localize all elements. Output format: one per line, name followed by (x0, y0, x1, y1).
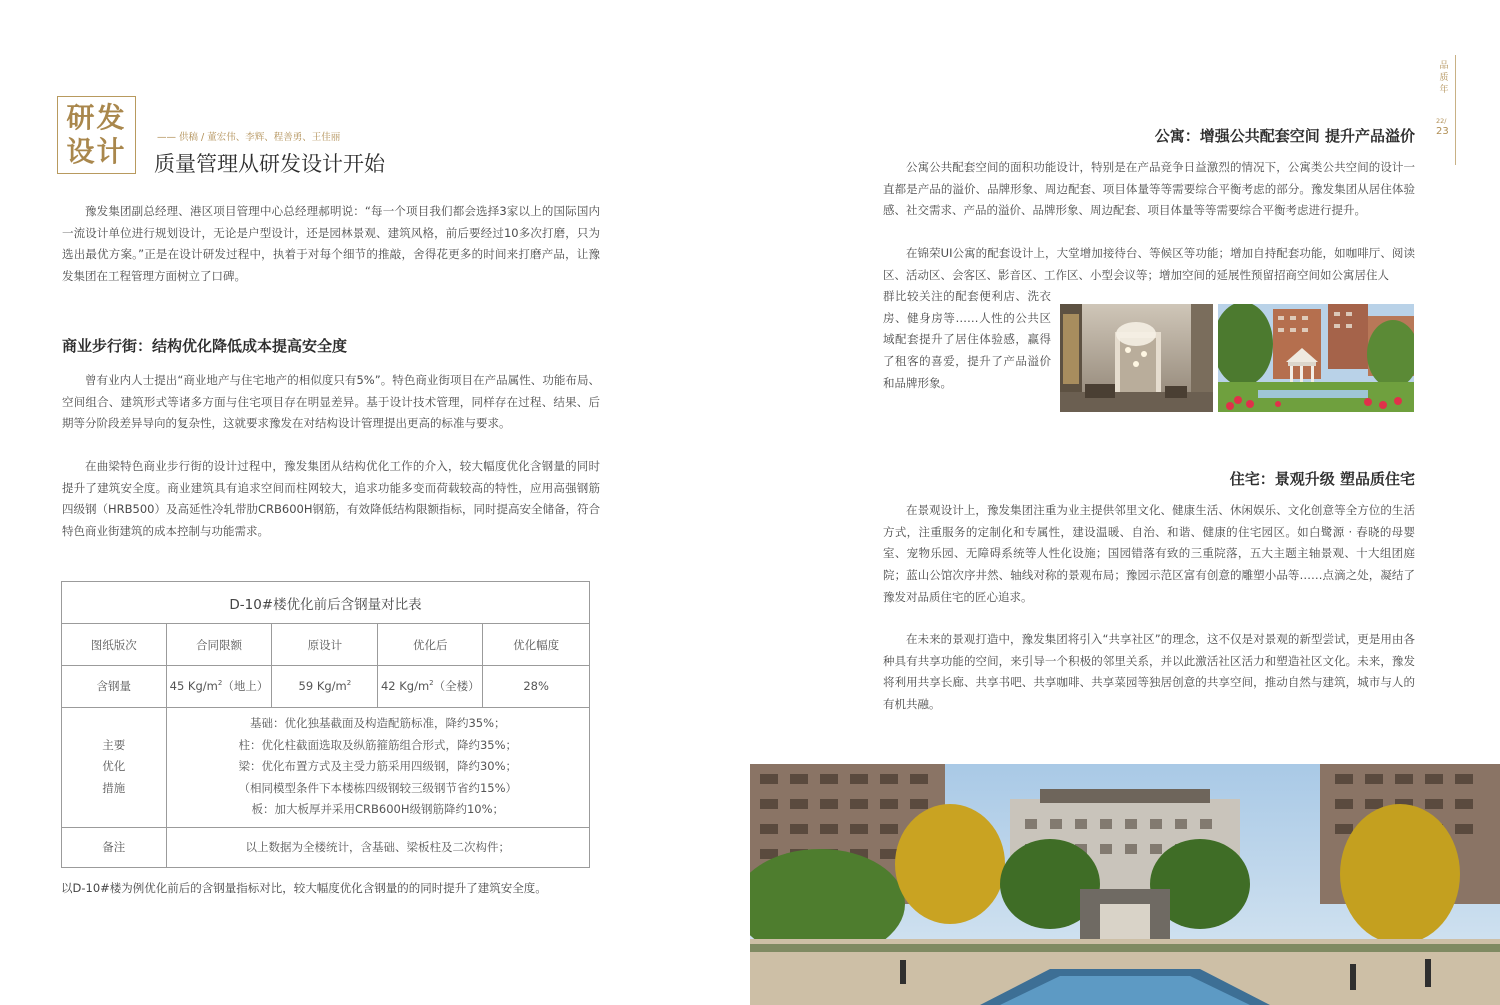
header-cell: 原设计 (272, 624, 378, 666)
header-cell: 图纸版次 (62, 624, 167, 666)
commercial-text-1: 曾有业内人士提出“商业地产与住宅地产的相似度只有5%”。特色商业街项目在产品属性、功能布局、空间组合、建筑形式等诸多方面与住宅项目存在明显差异。基于设计技术管理，同样存在过程、结果、后期等分阶段差异导向的复杂性，这就要求豫发在对结构设计管理提出更高的标准与要求。 (62, 373, 600, 431)
apartment-paragraph-1 (883, 157, 1415, 222)
table-row (62, 827, 590, 867)
garden-gazebo-photo (1218, 304, 1414, 412)
optimization-ratio-cell: 28% (483, 666, 590, 707)
measure-item: 板：加大板厚并采用CRB600H级钢筋降约10%； (251, 802, 505, 817)
page-number-left: 22/ (1436, 117, 1447, 125)
table-header-row (62, 624, 590, 666)
commercial-paragraph-2 (62, 456, 600, 543)
commercial-paragraph-1 (62, 370, 600, 435)
commercial-street-heading: 商业步行街：结构优化降低成本提高安全度 (62, 337, 348, 355)
page-title: 质量管理从研发设计开始 (154, 152, 385, 176)
credit-line: —— 供稿 / 董宏伟、李辉、程善勇、王佳丽 (157, 132, 341, 143)
running-head: 品质年 (1439, 61, 1449, 95)
table-title: D-10#楼优化前后含钢量对比表 (62, 582, 590, 624)
residential-text-1: 在景观设计上，豫发集团注重为业主提供邻里文化、健康生活、休闲娱乐、文化创意等全方位的生活方式，注重服务的定制化和专属性，建设温暖、自治、和谐、健康的住宅园区。如白鹭源 · 春晓的母婴室、宠物乐园、无障碍系统等人性化设施；国园错落有致的三重院落，五大主题主轴景观、十大组团庭院；蓝山公馆次序井然、轴线对称的景观布局；豫园示范区富有创意的雕塑小品等……点滴之处，凝结了豫发对品质住宅的匠心追求。 (883, 503, 1415, 604)
page-number: 23 (1436, 126, 1449, 137)
apartment-text-1: 公寓公共配套空间的面积功能设计，特别是在产品竞争日益激烈的情况下，公寓类公共空间的设计一直都是产品的溢价、品牌形象、周边配套、项目体量等等需要综合平衡考虑的部分。豫发集团从居住体验感、社交需求、产品的溢价、品牌形象、周边配套、项目体量等等需要综合平衡考虑进行提升。 (883, 160, 1415, 218)
measure-item: 梁：优化布置方式及主受力筋采用四级钢，降约30%； (238, 759, 518, 774)
margin-rule (1455, 55, 1456, 165)
apartment-paragraph-2 (883, 243, 1415, 286)
measure-item: 柱：优化柱截面选取及纵筋箍筋组合形式，降约35%； (238, 737, 518, 752)
contract-limit-cell: 45 $Kg/m^2$（地上） (166, 666, 272, 707)
note-text: 以上数据为全楼统计，含基础、梁板柱及二次构件； (166, 827, 589, 867)
note-label: 备注 (62, 827, 167, 867)
original-design-cell: 59 $Kg/m^2$ (272, 666, 378, 707)
residential-text-2: 在未来的景观打造中，豫发集团将引入“共享社区”的理念，这不仅是对景观的新型尝试，更是用由各种具有共享功能的空间，来引导一个积极的邻里关系，并以此激活社区活力和塑造社区文化。未来，豫发将利用共享长廊、共享书吧、共享咖啡、共享菜园等独居创意的共享空间，推动自然与建筑，城市与人的有机共融。 (883, 632, 1415, 712)
steel-comparison-table (61, 581, 590, 868)
measure-item: （相同模型条件下本楼栋四级钢较三级钢节省约15%） (238, 780, 518, 795)
apartment-paragraph-3 (883, 286, 1051, 395)
table-row (62, 666, 590, 707)
apartment-text-2: 在锦荣UI公寓的配套设计上，大堂增加接待台、等候区等功能；增加自持配套功能，如咖啡厅、阅读区、活动区、会客区、影音区、工作区、小型会议等；增加空间的延展性预留招商空间如公寓居住人 (883, 246, 1415, 282)
header-cell: 优化幅度 (483, 624, 590, 666)
optimized-cell: 42 $Kg/m^2$（全楼） (378, 666, 483, 707)
section-title-line2: 设计 (66, 135, 127, 168)
apartment-text-3: 群比较关注的配套便利店、洗衣房、健身房等……人性的公共区域配套提升了居住体验感，赢得了租客的喜爱，提升了产品溢价和品牌形象。 (883, 289, 1051, 390)
intro-text: 豫发集团副总经理、港区项目管理中心总经理郝明说：“每一个项目我们都会选择3家以上的国际国内一流设计单位进行规划设计，无论是户型设计，还是园林景观、建筑风格，前后要经过10多次打磨，只为选出最优方案。”正是在设计研发过程中，执着于对每个细节的推敲，舍得花更多的时间来打磨产品，让豫发集团在工程管理方面树立了口碑。 (62, 204, 600, 284)
residential-paragraph-2 (883, 629, 1415, 716)
apartment-heading: 公寓：增强公共配套空间 提升产品溢价 (1154, 127, 1415, 145)
measures-list (166, 707, 589, 827)
table-row (62, 707, 590, 827)
header-cell: 合同限额 (166, 624, 272, 666)
measures-label: 主要 优化 措施 (62, 707, 167, 827)
header-cell: 优化后 (378, 624, 483, 666)
section-title-line1: 研发 (66, 101, 127, 134)
residential-heading: 住宅：景观升级 塑品质住宅 (1229, 470, 1415, 488)
residential-paragraph-1 (883, 500, 1415, 609)
lobby-photo (1060, 304, 1213, 412)
steel-label: 含钢量 (62, 666, 167, 707)
section-title-box (57, 96, 136, 174)
commercial-text-2: 在曲梁特色商业步行街的设计过程中，豫发集团从结构优化工作的介入，较大幅度优化含钢量的同时提升了建筑安全度。商业建筑具有追求空间而柱网较大，追求功能多变而荷载较高的特性，应用高强钢筋四级钢（HRB500）及高延性冷轧带肋CRB600H钢筋，有效降低结构限额指标，同时提高安全储备，符合特色商业街建筑的成本控制与功能需求。 (62, 459, 600, 539)
intro-paragraph (62, 201, 600, 288)
table-caption: 以D-10#楼为例优化前后的含钢量指标对比，较大幅度优化含钢量的的同时提升了建筑安全度。 (61, 881, 547, 895)
landscape-render-photo (750, 764, 1500, 1005)
measure-item: 基础：优化独基截面及构造配筋标准，降约35%； (249, 716, 506, 731)
